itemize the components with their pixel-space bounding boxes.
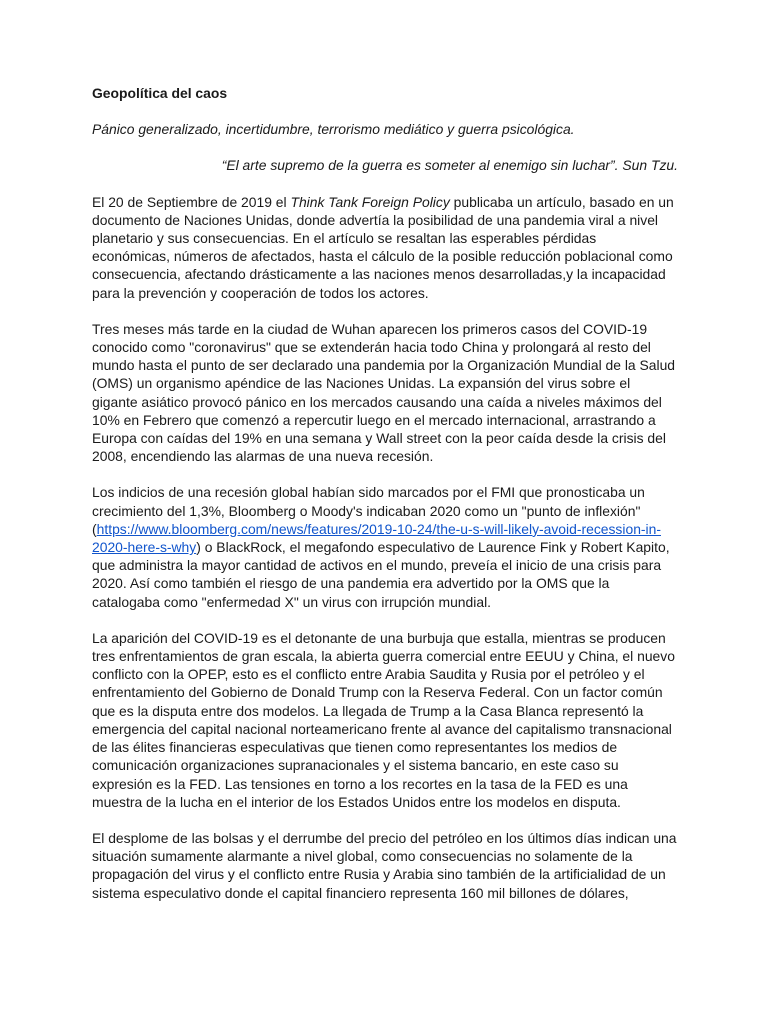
paragraph-2: Tres meses más tarde en la ciudad de Wuhan aparecen los primeros casos del COVID-19 conocido como "coronavirus" que se extenderán hacia todo China y prolongará al resto del mundo hasta el punto de ser declarado una pandemia por la Organización Mundial de la Salud (OMS) un organismo apéndice de las Naciones Unidas. La expansión del virus sobre el gigante asiático provocó pánico en los mercados causando una caída a niveles máximos del 10% en Febrero que comenzó a repercutir luego en el mercado internacional, arrastrando a Europa con caídas del 19% en una semana y Wall street con la peor caída desde la crisis del 2008, encendiendo las alarmas de una nueva recesión. <box>92 320 676 465</box>
paragraph-1-text-a: El 20 de Septiembre de 2019 el <box>92 193 291 210</box>
paragraph-1-text-c: publicaba un artículo, basado en un documento de Naciones Unidas, donde advertía la posibilidad de una pandemia viral a nivel planetario y sus consecuencias. En el artículo se resaltan las esperables pérdidas económicas, números de afectados, hasta el cálculo de la posible reducción poblacional como consecuencia, afectando drásticamente a las naciones menos desarrolladas,y la incapacidad para la prevención y cooperación de todos los actores. <box>92 193 674 301</box>
paragraph-3-text-a: Los indicios de una recesión global habían sido marcados por el FMI que pronosticaba un crecimiento del 1,3%, Bloomberg o Moody's indicaban 2020 como un "punto de inflexión" ( <box>92 484 645 537</box>
document-title: Geopolítica del caos <box>92 85 228 101</box>
paragraph-5: El desplome de las bolsas y el derrumbe del precio del petróleo en los últimos días indican una situación sumamente alarmante a nivel global, como consecuencias no solamente de la propagación del virus y el conflicto entre Rusia y Arabia sino también de la artificialidad de un sistema especulativo donde el capital financiero representa 160 mil billones de dólares, <box>92 829 677 901</box>
epigraph-quote: “El arte supremo de la guerra es someter al enemigo sin luchar”. Sun Tzu. <box>221 157 678 174</box>
paragraph-1 <box>92 193 678 302</box>
bloomberg-link[interactable]: https://www.bloomberg.com/news/features/2019-10-24/the-u-s-will-likely-avoid-recession-in-2020-here-s-why <box>92 520 661 556</box>
document-subtitle: Pánico generalizado, incertidumbre, terrorismo mediático y guerra psicológica. <box>92 121 575 138</box>
paragraph-1-italic-source: Think Tank Foreign Policy <box>290 193 450 210</box>
paragraph-3 <box>92 483 678 610</box>
document-page <box>92 84 678 920</box>
paragraph-4: La aparición del COVID-19 es el detonante de una burbuja que estalla, mientras se producen tres enfrentamientos de gran escala, la abierta guerra comercial entre EEUU y China, el nuevo conflicto con la OPEP, esto es el conflicto entre Arabia Saudita y Rusia por el petróleo y el enfrentamiento del Gobierno de Donald Trump con la Reserva Federal. Con un factor común que es la disputa entre dos modelos. La llegada de Trump a la Casa Blanca representó la emergencia del capital nacional norteamericano frente al avance del capitalismo transnacional de las élites financieras especulativas que tienen como representantes los medios de comunicación organizaciones supranacionales y el sistema bancario, en este caso su expresión es la FED. Las tensiones en torno a los recortes en la tasa de la FED es una muestra de la lucha en el interior de los Estados Unidos entre los modelos en disputa. <box>92 629 675 810</box>
paragraph-3-text-b: ) o BlackRock, el megafondo especulativo de Laurence Fink y Robert Kapito, que administra la mayor cantidad de activos en el mundo, preveía el inicio de una crisis para 2020. Así como también el riesgo de una pandemia era advertido por la OMS que la catalogaba como "enfermedad X" un virus con irrupción mundial. <box>92 539 670 610</box>
